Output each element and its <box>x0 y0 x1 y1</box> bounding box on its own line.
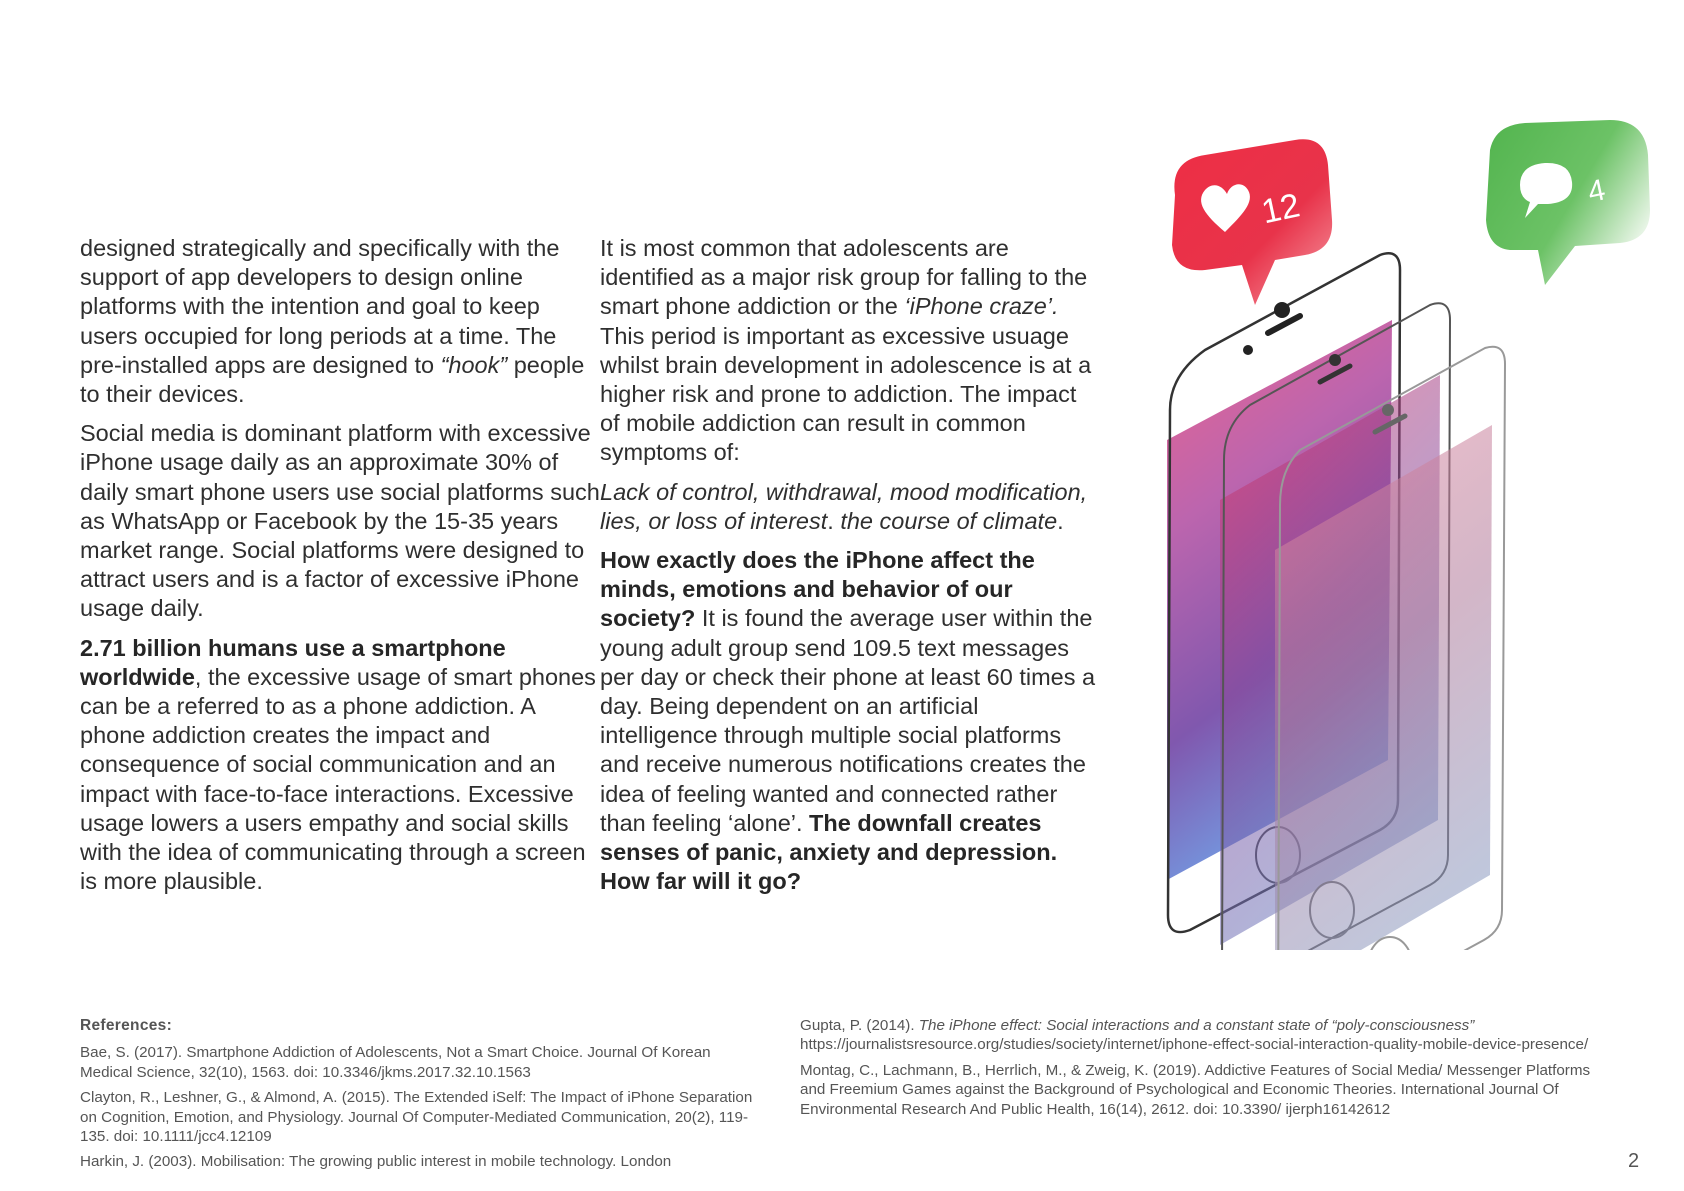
paragraph-adolescents <box>600 234 1100 468</box>
camera-icon <box>1382 404 1394 416</box>
strong-smartphone-stat: 2.71 billion humans use a smartphone worldwide <box>80 634 506 690</box>
strong-question: How exactly does the iPhone affect the minds, emotions and behavior of our society? <box>600 547 1035 632</box>
text-span: , the excessive usage of smart phones can be a referred to as a phone addiction. A phone addiction creates the impact and consequence of social communication and an impact with face-to-face interactions. Excessive usage lowers a users empathy and social skills with the idea of communicating through a screen is more plausible. <box>80 663 596 895</box>
references-heading: References: <box>80 1017 173 1034</box>
comment-bubble <box>1486 120 1650 285</box>
phones-illustration <box>1150 120 1670 950</box>
text-span: This period is important as excessive usuage whilst brain development in adolescence is at a higher risk and prone to addiction. The impact of mobile addiction can result in common symptoms of: <box>600 322 1092 466</box>
emphasis-hook: “hook” <box>440 351 508 378</box>
reference-url: https://journalistsresource.org/studies/society/internet/iphone-effect-social-interaction-quality-mobile-device-presence/ <box>800 1036 1589 1054</box>
speaker-grille <box>1268 316 1300 333</box>
paragraph-smartphone-users <box>80 634 600 897</box>
reference-item: Harkin, J. (2003). Mobilisation: The growing public interest in mobile technology. London <box>80 1153 672 1171</box>
text-span: Gupta, P. (2014). <box>800 1017 919 1034</box>
paragraph-symptoms <box>600 478 1100 536</box>
camera-icon <box>1329 354 1341 366</box>
text-column-right <box>600 234 1100 906</box>
emphasis-symptoms: Lack of control, withdrawal, mood modification, lies, or loss of interest <box>600 478 1088 534</box>
emphasis-iphone-craze: ‘iPhone craze’. <box>904 293 1059 320</box>
text-span: . <box>1057 507 1064 534</box>
comment-notification-badge <box>1486 120 1650 285</box>
references-left <box>80 1016 760 1178</box>
camera-icon <box>1274 302 1290 318</box>
text-span: It is most common that adolescents are identified as a major risk group for falling to the smart phone addiction or the <box>600 235 1088 320</box>
comment-count: 4 <box>1584 173 1609 210</box>
paragraph-iphone-effect <box>600 546 1100 896</box>
like-notification-badge <box>1172 139 1332 305</box>
text-span: people to their devices. <box>80 351 585 408</box>
paragraph-social-media: Social media is dominant platform with excessive iPhone usage daily as an approximate 30% of daily smart phone users use social platforms such as WhatsApp or Facebook by the 15-35 years market range. Social platforms were designed to attract users and is a factor of excessive iPhone usage daily. <box>80 420 600 622</box>
reference-item: Bae, S. (2017). Smartphone Addiction of Adolescents, Not a Smart Choice. Journal Of Korean Medical Science, 32(10), 1563. doi: 10.3346/jkms.2017.32.10.1563 <box>80 1044 711 1081</box>
emphasis-climate: the course of climate <box>833 507 1058 534</box>
reference-item-gupta <box>800 1016 1600 1055</box>
strong-downfall: The downfall creates senses of panic, anxiety and depression. How far will it go? <box>600 809 1058 895</box>
text-span: It is found the average user within the young adult group send 109.5 text messages per day or check their phone at least 60 times a day. Being dependent on an artificial intelligence through multiple social platforms and receive numerous notifications creates the idea of feeling wanted and connected rather than feeling ‘alone’. <box>600 605 1096 836</box>
like-count: 12 <box>1258 186 1304 232</box>
paragraph-design-hook <box>80 234 600 409</box>
reference-item: Clayton, R., Leshner, G., & Almond, A. (2015). The Extended iSelf: The Impact of iPhone Separation on Cognition, Emotion, and Physiology. Journal Of Computer-Mediated Communication, 20(2), 119-135. doi: 10.1111/jcc4.12109 <box>80 1089 753 1146</box>
text-column-left <box>80 234 600 906</box>
like-bubble <box>1172 139 1332 305</box>
references-right <box>800 1016 1600 1125</box>
page-number: 2 <box>1628 1150 1640 1172</box>
text-span: designed strategically and specifically with the support of app developers to design online platforms with the intention and goal to keep users occupied for long periods at a time. The pre-installed apps are designed to <box>80 235 560 378</box>
reference-title: The iPhone effect: Social interactions and a constant state of “poly-consciousness” <box>918 1017 1475 1034</box>
reference-item-montag: Montag, C., Lachmann, B., Herrlich, M., & Zweig, K. (2019). Addictive Features of Social Media/ Messenger Platforms and Freemium Games against the Background of Psychological and Economic Theories. International Journal Of Environmental Research And Public Health, 16(14), 2612. doi: 10.3390/ ijerph16142612 <box>800 1061 1591 1118</box>
sensor-dot <box>1243 345 1253 355</box>
text-span: . <box>827 507 834 534</box>
